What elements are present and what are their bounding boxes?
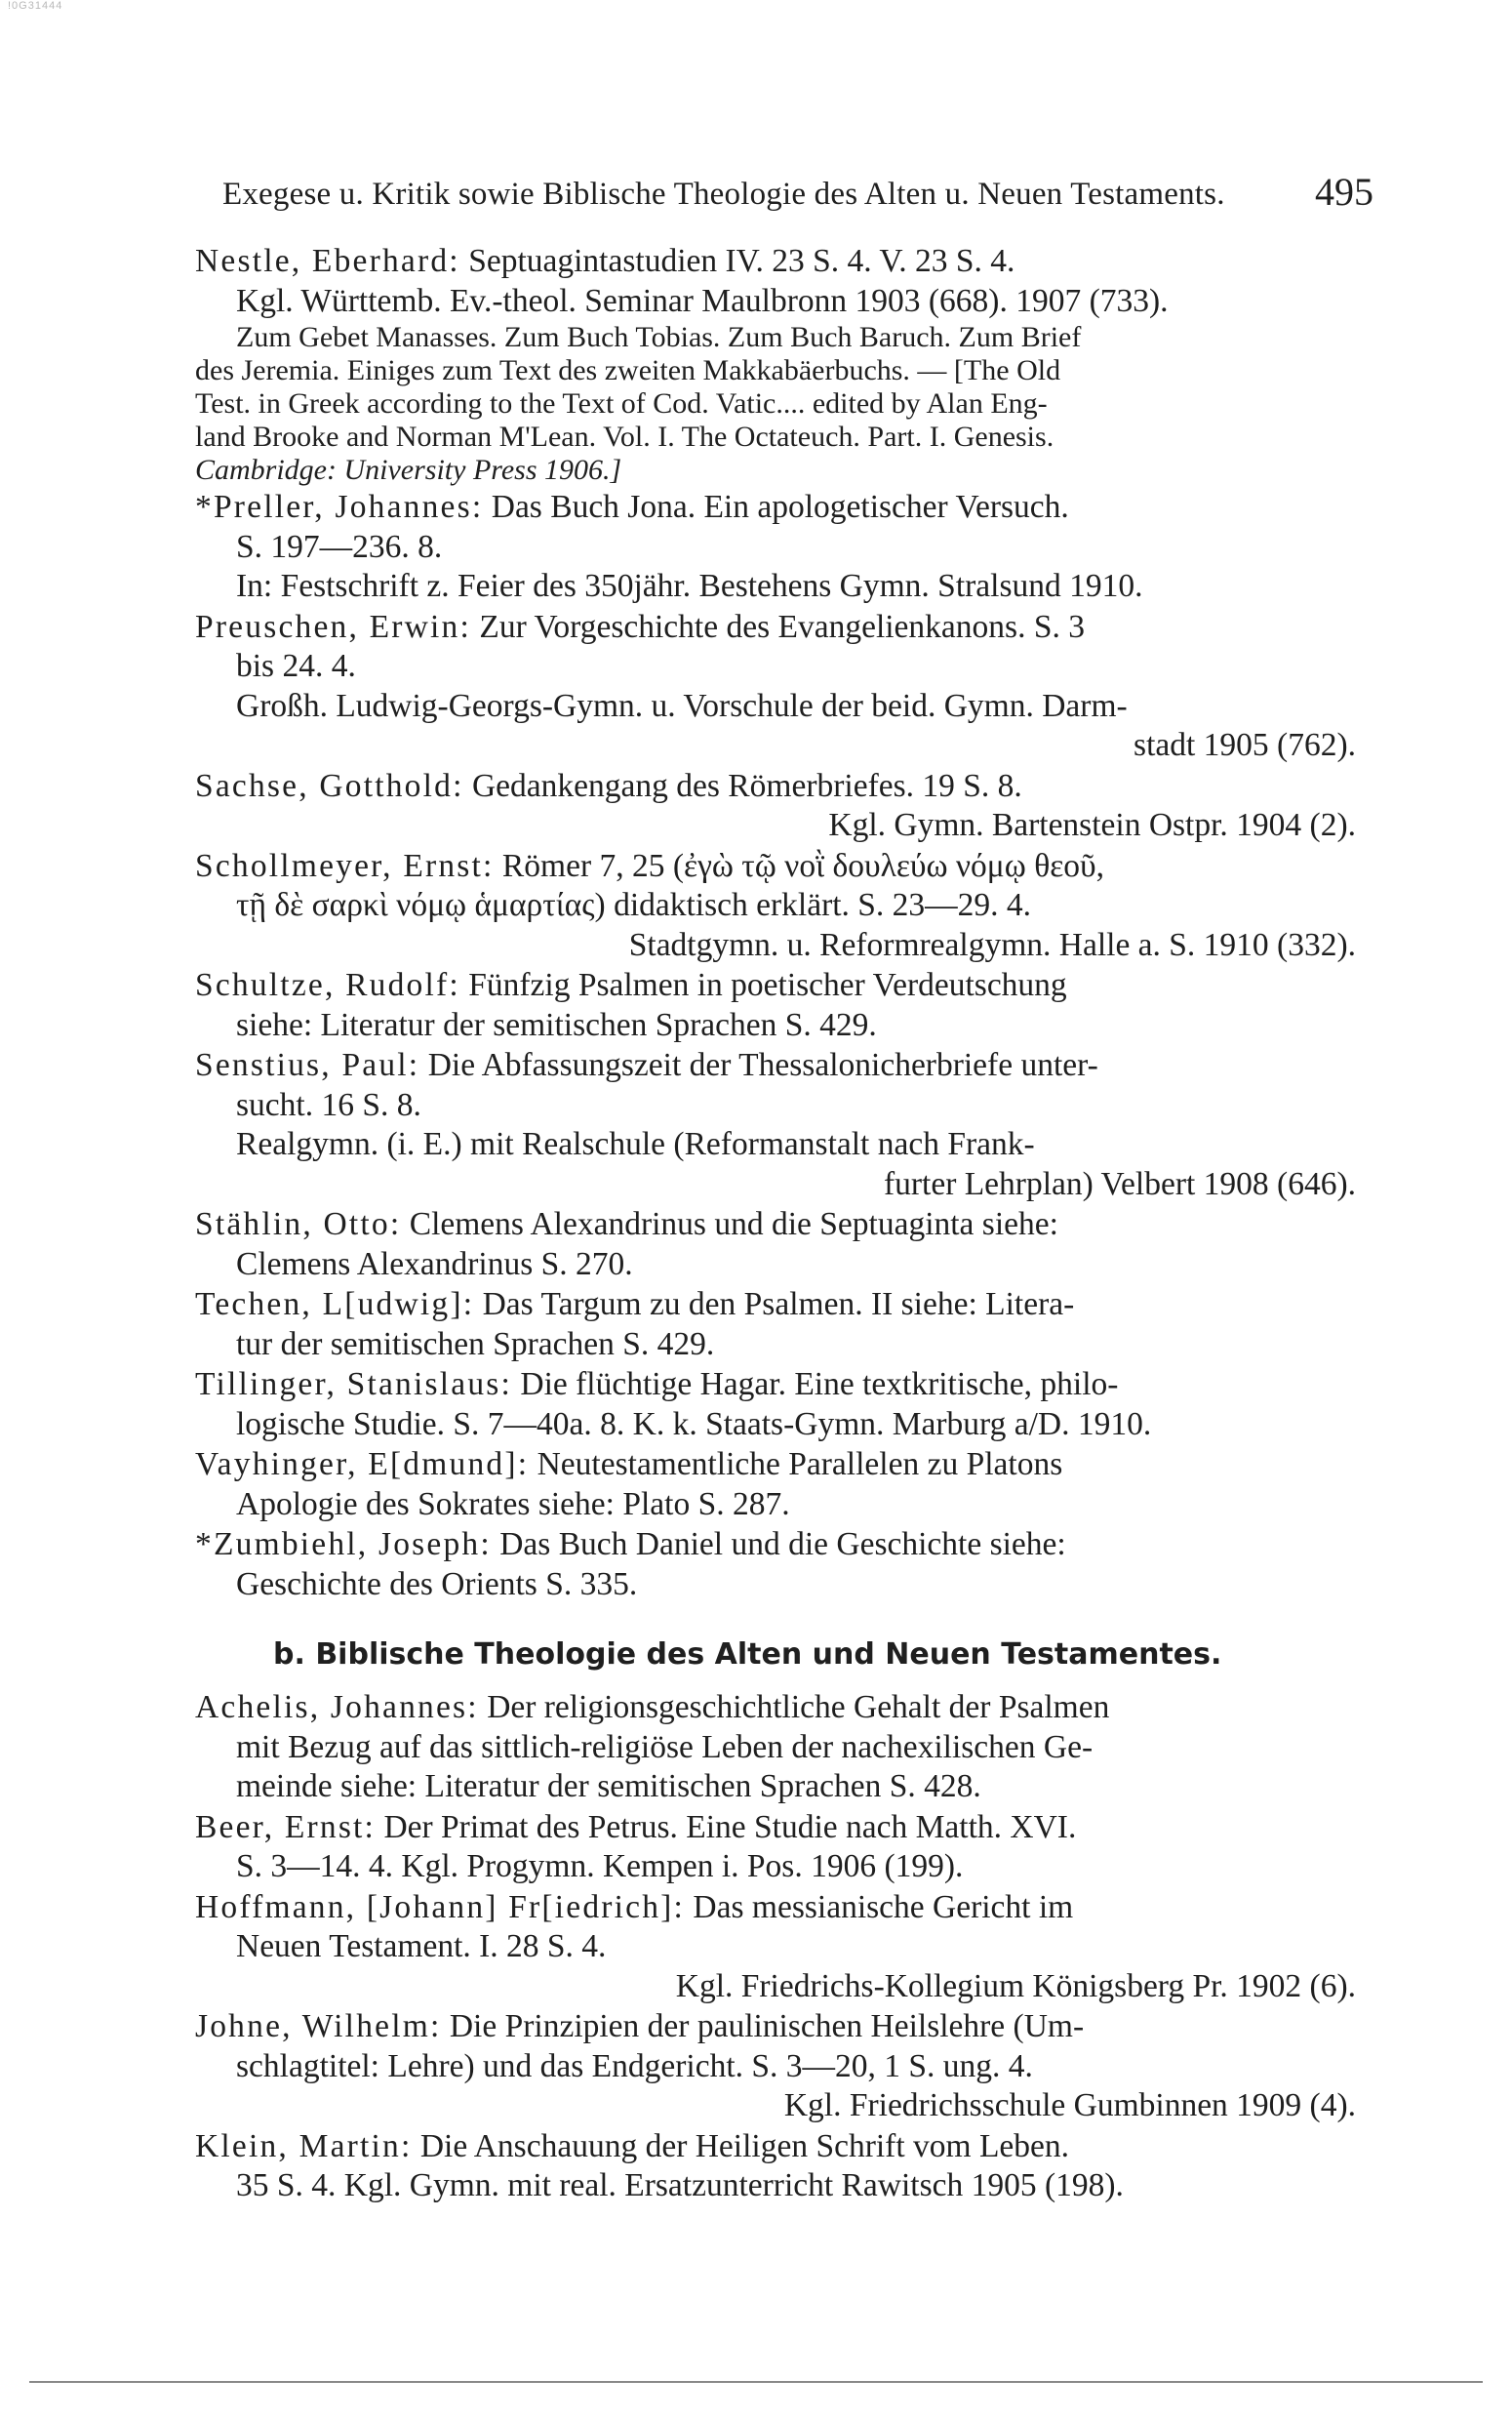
entry-text: Das Targum zu den Psalmen. II siehe: Litera- bbox=[482, 1286, 1075, 1322]
entry-text: des Jeremia. Einiges zum Text des zweiten Makkabäerbuchs. — [The Old bbox=[195, 354, 1061, 386]
author: Preuschen, Erwin: bbox=[195, 608, 472, 645]
entry-text: Kgl. Friedrichs-Kollegium Königsberg Pr. 1902 (6). bbox=[675, 1967, 1356, 2004]
entry-text: Gedankengang des Römerbriefes. 19 S. 8. bbox=[471, 767, 1022, 804]
entry-klein bbox=[195, 2127, 1356, 2206]
entry-preller bbox=[195, 488, 1356, 607]
entry-text: schlagtitel: Lehre) und das Endgericht. S. 3—20, 1 S. ung. 4. bbox=[236, 2047, 1033, 2084]
entry-text: land Brooke and Norman M'Lean. Vol. I. The Octateuch. Part. I. Genesis. bbox=[195, 421, 1054, 453]
entry-vayhinger bbox=[195, 1445, 1356, 1524]
entry-text: τῇ δὲ σαρκὶ νόμῳ ἁμαρτίας) didaktisch erklärt. S. 23—29. 4. bbox=[236, 887, 1032, 923]
entry-text: Die Prinzipien der paulinischen Heilslehre (Um- bbox=[449, 2008, 1085, 2044]
author: Nestle, Eberhard: bbox=[195, 243, 460, 279]
entry-text: Cambridge: University Press 1906.] bbox=[195, 454, 622, 486]
entry-text: Die Anschauung der Heiligen Schrift vom Leben. bbox=[419, 2127, 1070, 2164]
entry-beer bbox=[195, 1808, 1356, 1887]
entry-text: Kgl. Friedrichsschule Gumbinnen 1909 (4). bbox=[783, 2087, 1356, 2123]
entry-text: Zum Gebet Manasses. Zum Buch Tobias. Zum Buch Baruch. Zum Brief bbox=[236, 321, 1082, 353]
author: Techen, L[udwig]: bbox=[195, 1286, 475, 1322]
entry-hoffmann bbox=[195, 1888, 1356, 2007]
entry-text: Das messianische Gericht im bbox=[693, 1888, 1074, 1925]
entry-text: Fünfzig Psalmen in poetischer Verdeutschung bbox=[468, 967, 1067, 1003]
entry-zumbiehl bbox=[195, 1525, 1356, 1604]
entry-text: mit Bezug auf das sittlich-religiöse Leben der nachexilischen Ge- bbox=[236, 1728, 1094, 1765]
entry-text: Neutestamentliche Parallelen zu Platons bbox=[537, 1446, 1063, 1482]
entry-text: Römer 7, 25 (ἐγὼ τῷ νοῒ δουλεύω νόμῳ θεοῦ, bbox=[501, 847, 1105, 884]
author: Johne, Wilhelm: bbox=[195, 2008, 442, 2044]
section-heading: b. Biblische Theologie des Alten und Neuen Testamentes. bbox=[273, 1637, 1222, 1672]
entry-schultze bbox=[195, 966, 1356, 1045]
entry-text: 35 S. 4. Kgl. Gymn. mit real. Ersatzunterricht Rawitsch 1905 (198). bbox=[236, 2167, 1124, 2203]
scan-edge-line bbox=[29, 2381, 1483, 2383]
page-number: 495 bbox=[1315, 170, 1373, 214]
entry-text: bis 24. 4. bbox=[236, 648, 356, 684]
author: Sachse, Gotthold: bbox=[195, 767, 464, 804]
entry-text: Neuen Testament. I. 28 S. 4. bbox=[236, 1928, 607, 1964]
entry-text: Stadtgymn. u. Reformrealgymn. Halle a. S. 1910 (332). bbox=[628, 926, 1356, 963]
author: Beer, Ernst: bbox=[195, 1808, 377, 1845]
entry-tillinger bbox=[195, 1365, 1356, 1444]
entry-text: Realgymn. (i. E.) mit Realschule (Reformanstalt nach Frank- bbox=[236, 1126, 1035, 1162]
author: Senstius, Paul: bbox=[195, 1047, 420, 1083]
author: Stählin, Otto: bbox=[195, 1206, 402, 1242]
entry-text: meinde siehe: Literatur der semitischen Sprachen S. 428. bbox=[236, 1768, 981, 1804]
entry-text: Der religionsgeschichtliche Gehalt der Psalmen bbox=[487, 1689, 1110, 1725]
entry-johne bbox=[195, 2007, 1356, 2126]
entry-text: S. 197—236. 8. bbox=[236, 528, 443, 565]
entry-achelis bbox=[195, 1688, 1356, 1807]
entry-text: Die Abfassungszeit der Thessalonicherbriefe unter- bbox=[427, 1047, 1098, 1083]
entry-text: Apologie des Sokrates siehe: Plato S. 287. bbox=[236, 1485, 790, 1522]
author: Schultze, Rudolf: bbox=[195, 967, 460, 1003]
entry-text: Clemens Alexandrinus S. 270. bbox=[236, 1245, 633, 1282]
header-title: Exegese u. Kritik sowie Biblische Theologie des Alten u. Neuen Testaments. bbox=[222, 177, 1225, 212]
entry-text: Das Buch Daniel und die Geschichte siehe: bbox=[499, 1526, 1066, 1562]
entry-schollmeyer bbox=[195, 847, 1356, 966]
entry-text: siehe: Literatur der semitischen Sprachen S. 429. bbox=[236, 1006, 877, 1043]
entry-text: S. 3—14. 4. Kgl. Progymn. Kempen i. Pos. 1906 (199). bbox=[236, 1848, 964, 1884]
entry-text: Das Buch Jona. Ein apologetischer Versuch. bbox=[491, 489, 1069, 525]
entry-techen bbox=[195, 1285, 1356, 1364]
entry-preuschen bbox=[195, 608, 1356, 766]
entry-sachse bbox=[195, 767, 1356, 846]
entry-text: Test. in Greek according to the Text of Cod. Vatic.... edited by Alan Eng- bbox=[195, 387, 1048, 420]
author: Tillinger, Stanislaus: bbox=[195, 1366, 513, 1402]
entry-text: Septuagintastudien IV. 23 S. 4. V. 23 S. 4. bbox=[468, 243, 1015, 279]
author: *Preller, Johannes: bbox=[195, 489, 484, 525]
entry-text: Die flüchtige Hagar. Eine textkritische, philo- bbox=[520, 1366, 1119, 1402]
entry-text: Kgl. Gymn. Bartenstein Ostpr. 1904 (2). bbox=[828, 807, 1356, 843]
entry-text: sucht. 16 S. 8. bbox=[236, 1086, 421, 1123]
author: Schollmeyer, Ernst: bbox=[195, 847, 495, 884]
entry-text: furter Lehrplan) Velbert 1908 (646). bbox=[883, 1165, 1356, 1202]
author: Achelis, Johannes: bbox=[195, 1689, 479, 1725]
author: Hoffmann, [Johann] Fr[iedrich]: bbox=[195, 1888, 686, 1925]
entry-text: Der Primat des Petrus. Eine Studie nach Matth. XVI. bbox=[383, 1808, 1077, 1845]
entry-text: Clemens Alexandrinus und die Septuaginta siehe: bbox=[409, 1206, 1058, 1242]
entry-text: Zur Vorgeschichte des Evangelienkanons. S. 3 bbox=[479, 608, 1085, 645]
bibliography-content bbox=[195, 242, 1356, 2207]
entry-staehlin bbox=[195, 1205, 1356, 1284]
entry-text: In: Festschrift z. Feier des 350jähr. Bestehens Gymn. Stralsund 1910. bbox=[236, 568, 1143, 604]
entry-text: tur der semitischen Sprachen S. 429. bbox=[236, 1325, 715, 1362]
entry-senstius bbox=[195, 1046, 1356, 1204]
entry-nestle bbox=[195, 242, 1356, 487]
library-stamp: !0G31444 bbox=[8, 0, 63, 12]
entry-text: stadt 1905 (762). bbox=[1134, 727, 1356, 763]
entry-text: Kgl. Württemb. Ev.-theol. Seminar Maulbronn 1903 (668). 1907 (733). bbox=[236, 282, 1169, 319]
entry-text: logische Studie. S. 7—40a. 8. K. k. Staats-Gymn. Marburg a/D. 1910. bbox=[236, 1405, 1152, 1442]
author: *Zumbiehl, Joseph: bbox=[195, 1526, 492, 1562]
author: Vayhinger, E[dmund]: bbox=[195, 1446, 530, 1482]
entry-text: Großh. Ludwig-Georgs-Gymn. u. Vorschule der beid. Gymn. Darm- bbox=[236, 687, 1128, 724]
running-header bbox=[222, 169, 1373, 227]
author: Klein, Martin: bbox=[195, 2127, 413, 2164]
entry-text: Geschichte des Orients S. 335. bbox=[236, 1565, 638, 1602]
